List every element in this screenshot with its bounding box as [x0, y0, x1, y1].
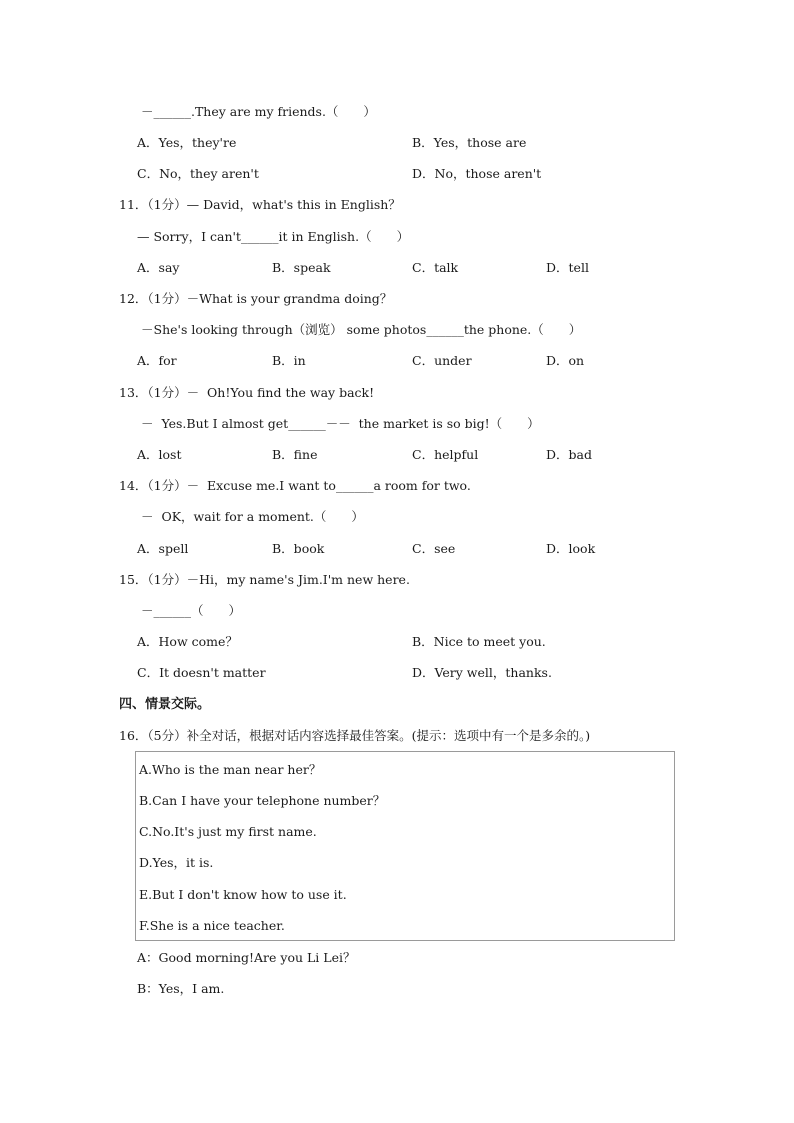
q10-option-b[interactable]: B．Yes，those are — [412, 135, 527, 150]
q11-option-d[interactable]: D．tell — [546, 260, 589, 275]
q12-stem: 12．（1分）－What is your grandma doing？ — [119, 291, 393, 306]
q16-choice-b: B.Can I have your telephone number？ — [139, 793, 386, 808]
q16-stem: 16．（5分）补全对话，根据对话内容选择最佳答案。(提示：选项中有一个是多余的。) — [119, 728, 591, 743]
q11-option-a[interactable]: A．say — [137, 260, 180, 275]
q10-response: －______.They are my friends.（ ） — [141, 104, 376, 119]
q14-option-c[interactable]: C．see — [412, 541, 456, 556]
q14-response: － OK，wait for a moment.（ ） — [141, 509, 364, 524]
q13-option-d[interactable]: D．bad — [546, 447, 592, 462]
q10-option-a[interactable]: A．Yes，they're — [137, 135, 237, 150]
q15-response: －______（ ） — [141, 603, 242, 618]
q16-choice-f: F.She is a nice teacher. — [139, 918, 285, 933]
q11-option-c[interactable]: C．talk — [412, 260, 459, 275]
q16-choice-e: E.But I don't know how to use it. — [139, 887, 347, 902]
q12-option-b[interactable]: B．in — [272, 353, 306, 368]
q11-stem: 11．（1分）— David，what's this in English？ — [119, 197, 401, 212]
q12-option-c[interactable]: C．under — [412, 353, 472, 368]
q10-option-d[interactable]: D．No，those aren't — [412, 166, 542, 181]
q13-option-b[interactable]: B．fine — [272, 447, 318, 462]
q14-option-d[interactable]: D．look — [546, 541, 596, 556]
q15-option-a[interactable]: A．How come？ — [137, 634, 238, 649]
q16-choice-c: C.No.It's just my first name. — [139, 824, 317, 839]
q16-dialogue-line: B：Yes，I am. — [137, 981, 225, 996]
section-heading: 四、情景交际。 — [119, 697, 211, 712]
q14-option-a[interactable]: A．spell — [137, 541, 189, 556]
q16-dialogue-line: A：Good morning!Are you Li Lei？ — [137, 950, 356, 965]
q14-option-b[interactable]: B．book — [272, 541, 325, 556]
q13-response: － Yes.But I almost get______－－ the market is so big!（ ） — [141, 416, 540, 431]
q16-choice-a: A.Who is the man near her？ — [139, 762, 322, 777]
q12-option-a[interactable]: A．for — [137, 353, 177, 368]
q16-choice-d: D.Yes，it is. — [139, 855, 214, 870]
q13-stem: 13．（1分）－ Oh!You find the way back! — [119, 385, 375, 400]
q12-option-d[interactable]: D．on — [546, 353, 585, 368]
q11-option-b[interactable]: B．speak — [272, 260, 331, 275]
q13-option-a[interactable]: A．lost — [137, 447, 182, 462]
q15-option-b[interactable]: B．Nice to meet you. — [412, 634, 546, 649]
q11-response: — Sorry，I can't______it in English.（ ） — [137, 229, 410, 244]
q16-choices-box — [135, 751, 675, 941]
q15-option-d[interactable]: D．Very well，thanks. — [412, 665, 552, 680]
q13-option-c[interactable]: C．helpful — [412, 447, 479, 462]
q12-response: －She's looking through（浏览） some photos______the phone.（ ） — [141, 322, 582, 337]
q15-option-c[interactable]: C．It doesn't matter — [137, 665, 266, 680]
q14-stem: 14．（1分）－ Excuse me.I want to______a room for two. — [119, 478, 471, 493]
q15-stem: 15．（1分）－Hi，my name's Jim.I'm new here. — [119, 572, 410, 587]
q10-option-c[interactable]: C．No，they aren't — [137, 166, 259, 181]
